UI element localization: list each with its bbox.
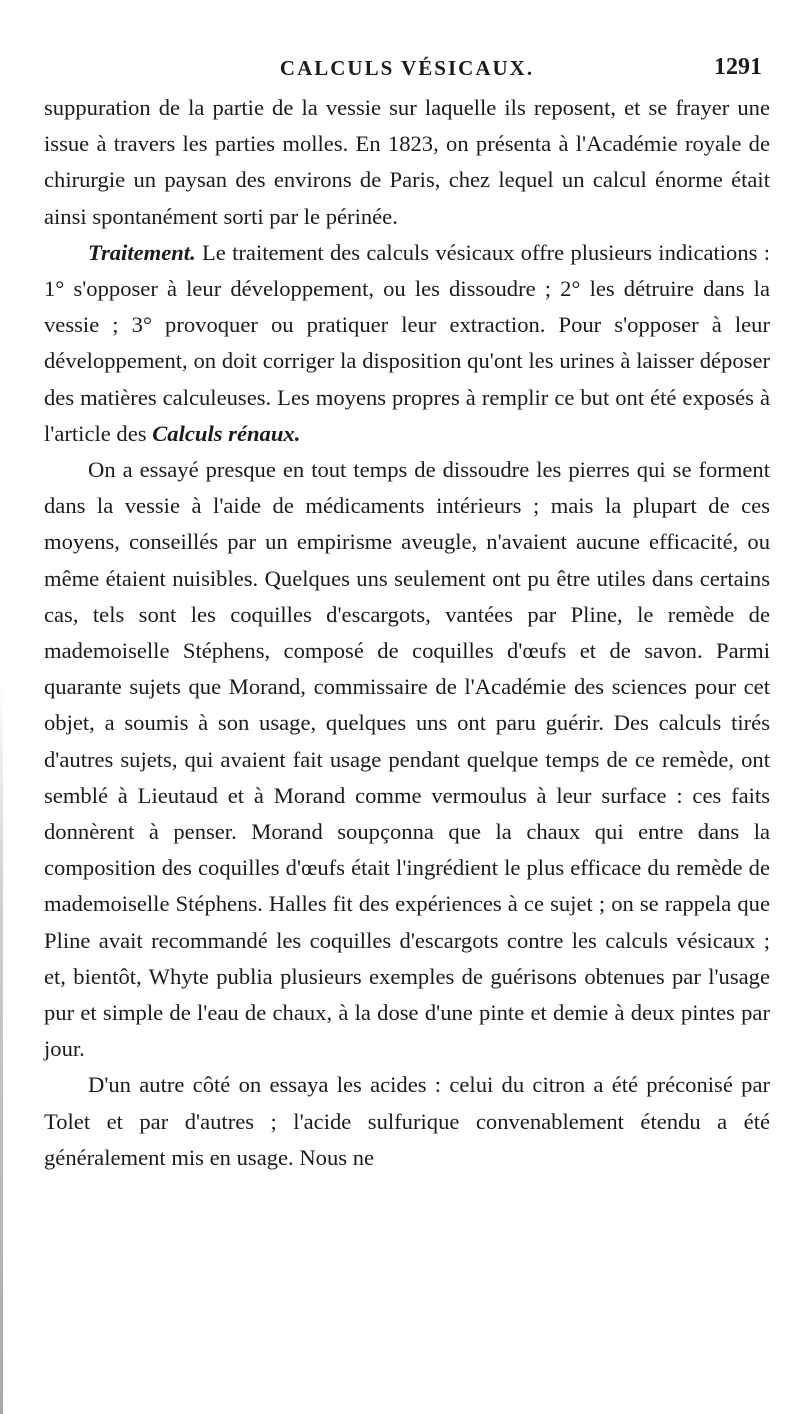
section-lead-treatment: Traitement.	[88, 239, 196, 265]
cross-reference-calculs-renaux: Calculs rénaux.	[152, 420, 301, 446]
running-title: CALCULS VÉSICAUX.	[279, 56, 535, 80]
paragraph-2	[44, 235, 770, 452]
page-edge-shadow	[0, 680, 3, 1414]
paragraph-3-text: On a essayé presque en tout temps de dissoudre les pierres qui se forment dans la vessie à l'aide de médicaments intérieurs ; mais la plupart de ces moyens, conseillés par un empirisme aveugle, n'avaient aucune efficacité, ou même étaient nuisibles. Quelques uns seulement ont pu être utiles dans certains cas, tels sont les coquilles d'escargots, vantées par Pline, le remède de mademoiselle Stéphens, composé de coquilles d'œufs et de savon. Parmi quarante sujets que Morand, commissaire de l'Académie des sciences pour cet objet, a soumis à son usage, quelques uns ont paru guérir. Des calculs tirés d'autres sujets, qui avaient fait usage pendant quelque temps de ce remède, ont semblé à Lieutaud et à Morand comme vermoulus à leur surface : ces faits donnèrent à penser. Morand soupçonna que la chaux qui entre dans la composition des coquilles d'œufs était l'ingrédient le plus efficace du remède de mademoiselle Stéphens. Halles fit des expériences à ce sujet ; on se rappela que Pline avait recommandé les coquilles d'escargots contre les calculs vésicaux ; et, bientôt, Whyte publia plusieurs exemples de guérisons obtenues par l'usage pur et simple de l'eau de chaux, à la dose d'une pinte et demie à deux pintes par jour.	[44, 457, 770, 1062]
paragraph-1	[44, 90, 770, 235]
running-head	[44, 0, 770, 90]
body-text	[44, 90, 770, 1176]
paragraph-1-text: suppuration de la partie de la vessie sur laquelle ils reposent, et se frayer une issue à travers les parties molles. En 1823, on présenta à l'Académie royale de chirurgie un paysan des environs de Paris, chez lequel un calcul énorme était ainsi spontanément sorti par le périnée.	[44, 95, 770, 229]
paragraph-3	[44, 452, 770, 1067]
paragraph-2-text: Le traitement des calculs vésicaux offre plusieurs indications : 1° s'opposer à leur développement, ou les dissoudre ; 2° les détruire dans la vessie ; 3° provoquer ou pratiquer leur extraction. Pour s'opposer à leur développement, on doit corriger la disposition qu'ont les urines à laisser déposer des matières calculeuses. Les moyens propres à remplir ce but ont été exposés à l'article des	[44, 239, 770, 446]
paragraph-4-text: D'un autre côté on essaya les acides : celui du citron a été préconisé par Tolet et par d'autres ; l'acide sulfurique convenablement étendu a été généralement mis en usage. Nous ne	[44, 1072, 770, 1170]
page-number: 1291	[714, 54, 762, 80]
paragraph-4	[44, 1067, 770, 1176]
